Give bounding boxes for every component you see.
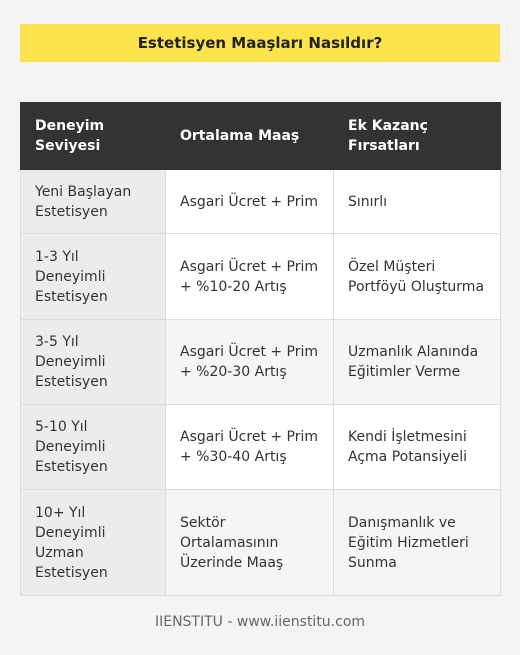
cell-experience-level: 1-3 Yıl Deneyimli Estetisyen	[21, 234, 166, 320]
cell-extra-earnings: Danışmanlık ve Eğitim Hizmetleri Sunma	[334, 490, 501, 596]
cell-average-salary: Asgari Ücret + Prim + %20-30 Artış	[166, 320, 334, 405]
cell-experience-level: 5-10 Yıl Deneyimli Estetisyen	[21, 405, 166, 490]
page-title: Estetisyen Maaşları Nasıldır?	[20, 24, 500, 62]
cell-average-salary: Sektör Ortalamasının Üzerinde Maaş	[166, 490, 334, 596]
cell-extra-earnings: Özel Müşteri Portföyü Oluşturma	[334, 234, 501, 320]
table-header-row	[21, 103, 501, 170]
footer-credit: IIENSTITU - www.iienstitu.com	[154, 614, 366, 630]
cell-experience-level: Yeni Başlayan Estetisyen	[21, 170, 166, 234]
table-row	[21, 170, 501, 234]
header-average-salary: Ortalama Maaş	[166, 103, 334, 170]
cell-extra-earnings: Uzmanlık Alanında Eğitimler Verme	[334, 320, 501, 405]
salary-table	[20, 102, 501, 596]
table-row	[21, 490, 501, 596]
header-extra-earnings: Ek Kazanç Fırsatları	[334, 103, 501, 170]
cell-experience-level: 3-5 Yıl Deneyimli Estetisyen	[21, 320, 166, 405]
cell-average-salary: Asgari Ücret + Prim + %10-20 Artış	[166, 234, 334, 320]
table-row	[21, 320, 501, 405]
table-row	[21, 405, 501, 490]
cell-extra-earnings: Kendi İşletmesini Açma Potansiyeli	[334, 405, 501, 490]
header-experience-level: Deneyim Seviyesi	[21, 103, 166, 170]
cell-average-salary: Asgari Ücret + Prim	[166, 170, 334, 234]
table-row	[21, 234, 501, 320]
cell-experience-level: 10+ Yıl Deneyimli Uzman Estetisyen	[21, 490, 166, 596]
cell-average-salary: Asgari Ücret + Prim + %30-40 Artış	[166, 405, 334, 490]
cell-extra-earnings: Sınırlı	[334, 170, 501, 234]
